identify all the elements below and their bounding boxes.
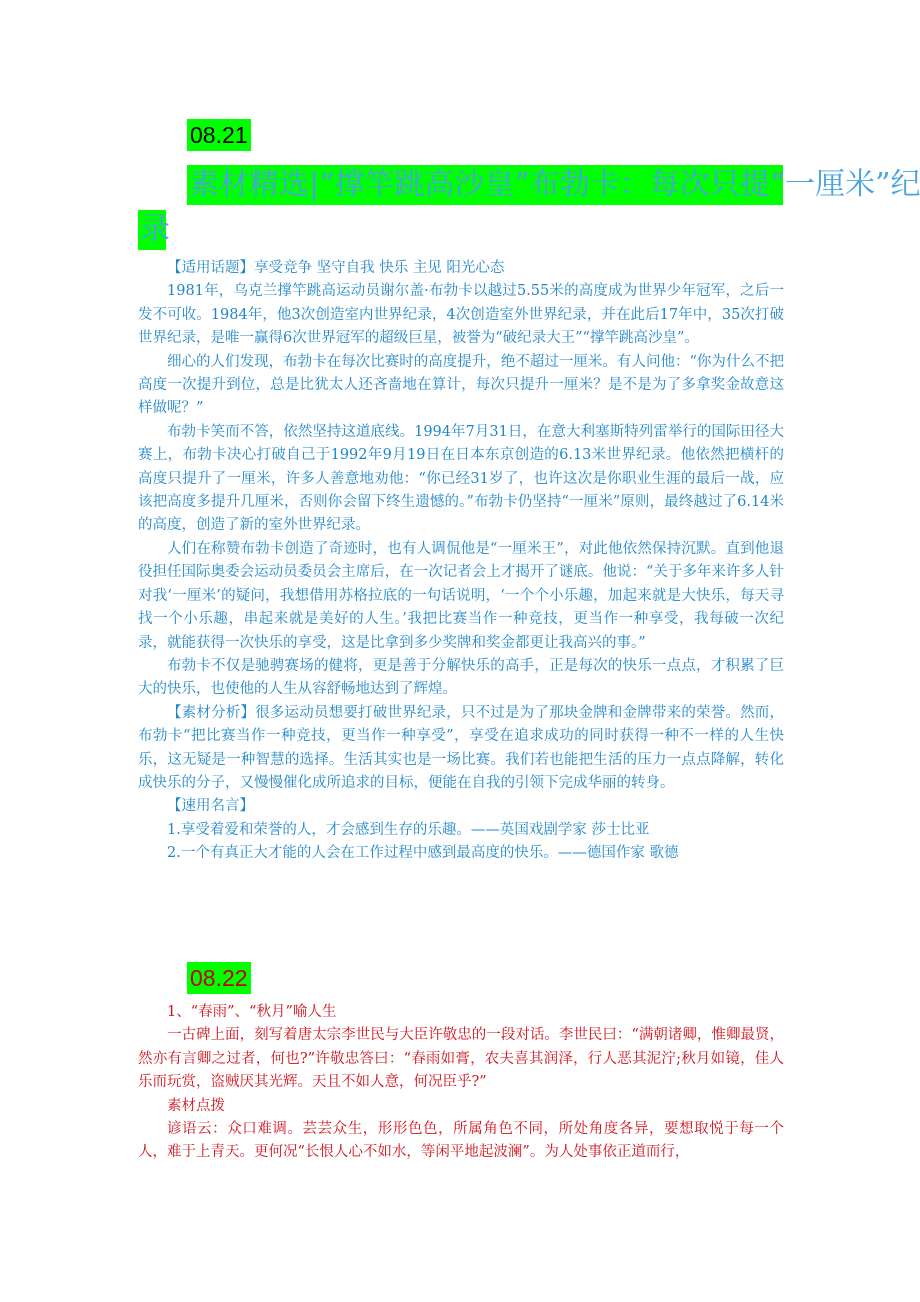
- date-heading-0821: 08.21: [187, 119, 251, 151]
- quote-item: 2.一个有真正大才能的人会在工作过程中感到最高度的快乐。——德国作家 歌德: [167, 845, 679, 862]
- paragraph: 1981年，乌克兰撑竿跳高运动员谢尔盖·布勃卡以越过5.55米的高度成为世界少年冠军，之后一发不可收。1984年，他3次创造室内世界纪录，4次创造室外世界纪录，并在此后17年中，35次打破世界纪录，是唯一赢得6次世界冠军的超级巨星，被誉为“破纪录大王”“撑竿跳高沙皇”。: [138, 283, 784, 347]
- material-analysis: 【素材分析】很多运动员想要打破世界纪录，只不过是为了那块金牌和金牌带来的荣誉。然而，布勃卡“把比赛当作一种竞技，更当作一种享受”，享受在追求成功的同时获得一种不一样的人生快乐，这无疑是一种智慧的选择。生活其实也是一场比赛。我们若也能把生活的压力一点点降解，转化成快乐的分子，又慢慢催化成所追求的目标，便能在自我的引领下完成华丽的转身。: [138, 704, 784, 791]
- paragraph: 布勃卡笑而不答，依然坚持这道底线。1994年7月31日，在意大利塞斯特列雷举行的国际田径大赛上，布勃卡决心打破自己于1992年9月19日在日本东京创造的6.13米世界纪录。他依然把横杆的高度只提升了一厘米，许多人善意地劝他：“你已经31岁了，也许这次是你职业生涯的最后一战，应该把高度多提升几厘米，否则你会留下终生遗憾的。”布勃卡仍坚持“一厘米”原则，最终越过了6.14米的高度，创造了新的室外世界纪录。: [138, 423, 784, 534]
- paragraph: 细心的人们发现，布勃卡在每次比赛时的高度提升，绝不超过一厘米。有人问他：“你为什么不把高度一次提升到位，总是比犹太人还吝啬地在算计，每次只提升一厘米？是不是为了多拿奖金故意这样做呢？”: [138, 353, 784, 417]
- section-spring-rain: [138, 1001, 784, 1165]
- quote-item: 1.享受着爱和荣誉的人，才会感到生存的乐趣。——英国戏剧学家 莎士比亚: [167, 821, 650, 838]
- article-title-line-1: 素材精选|“撑竿跳高沙皇”布勃卡：每次只提“一厘米”纪: [187, 165, 783, 205]
- section-bubka: [138, 257, 784, 866]
- paragraph: 谚语云：众口难调。芸芸众生，形形色色，所属角色不同，所处角度各异，要想取悦于每一个人，难于上青天。更何况“长恨人心不如水，等闲平地起波澜”。为人处事依正道而行，: [138, 1121, 784, 1161]
- paragraph: 一古碑上面，刻写着唐太宗李世民与大臣许敬忠的一段对话。李世民曰：“满朝诸卿，惟卿最贤，然亦有言卿之过者，何也?”许敬忠答曰：“春雨如膏，农夫喜其润泽，行人恶其泥泞;秋月如镜，佳人乐而玩赏，盗贼厌其光辉。天且不如人意，何况臣乎?”: [138, 1027, 784, 1091]
- paragraph: 人们在称赞布勃卡创造了奇迹时，也有人调侃他是“一厘米王”，对此他依然保持沉默。直到他退役担任国际奥委会运动员委员会主席后，在一次记者会上才揭开了谜底。他说：“关于多年来许多人针对我‘一厘米’的疑问，我想借用苏格拉底的一句话说明，‘一个个小乐趣，加起来就是大快乐，每天寻找一个小乐趣，串起来就是美好的人生。’我把比赛当作一种竞技，更当作一种享受，我每破一次纪录，就能获得一次快乐的享受，这是比拿到多少奖牌和奖金都更让我高兴的事。”: [138, 540, 784, 651]
- material-tips-heading: 素材点拨: [167, 1097, 225, 1114]
- material-heading: 1、“春雨”、“秋月”喻人生: [167, 1004, 337, 1020]
- article-title-line-2: 录: [138, 210, 166, 250]
- applicable-topics: 【适用话题】享受竞争 坚守自我 快乐 主见 阳光心态: [167, 260, 505, 276]
- quotes-heading: 【速用名言】: [167, 798, 254, 815]
- date-heading-0822: 08.22: [187, 962, 251, 994]
- paragraph: 布勃卡不仅是驰骋赛场的健将，更是善于分解快乐的高手，正是每次的快乐一点点，才积累了巨大的快乐，也使他的人生从容舒畅地达到了辉煌。: [138, 657, 784, 698]
